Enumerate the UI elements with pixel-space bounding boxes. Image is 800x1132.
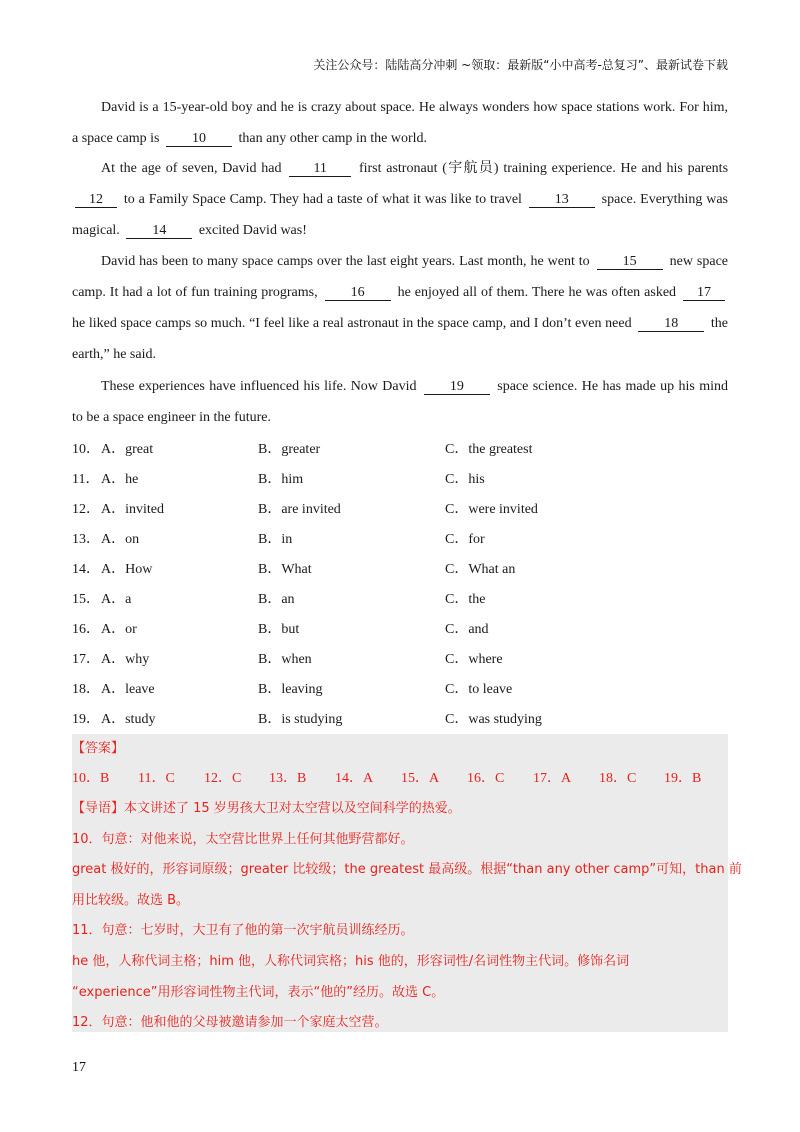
answer-key: 15．A [401,771,440,786]
option-b: B．but [258,622,300,637]
question-number: 14． [72,562,100,577]
passage-text: to a Family Space Camp. They had a taste of what it was like to travel [123,192,522,207]
answer-q10-explain: 用比较级。故选 B。 [72,893,190,908]
passage-text: excited David was! [198,223,307,238]
option-row [72,465,728,495]
blank-17: 17 [683,285,725,301]
answer-q11-explain: he 他，人称代词主格；him 他，人称代词宾格；his 他的，形容词性/名词性物主代词。修饰名词 [72,954,630,969]
passage-text: he enjoyed all of them. There he was often asked [397,285,677,300]
option-b: B．when [258,652,312,667]
option-a: A．How [101,562,153,577]
option-c: C．to leave [445,682,513,697]
option-b: B．greater [258,442,321,457]
passage-text: the earth,” he said. [72,316,729,362]
answer-key: 19．B [664,771,702,786]
passage-text: than any other camp in the world. [238,131,428,146]
answer-q10-meaning: 10．句意：对他来说，太空营比世界上任何其他野营都好。 [72,832,414,847]
answer-q11-explain: “experience”用形容词性物主代词，表示“他的”经历。故选 C。 [72,985,445,1000]
answer-key: 12．C [204,771,242,786]
blank-15: 15 [597,254,663,270]
option-b: B．are invited [258,502,341,517]
options-list [72,435,728,735]
option-a: A．a [101,592,132,607]
answer-intro: 【导语】本文讲述了 15 岁男孩大卫对太空营以及空间科学的热爱。 [72,801,461,816]
passage-text: David has been to many space camps over the last eight years. Last month, he went to [101,254,590,269]
passage-text: space. Everything was magical. [72,192,728,238]
option-c: C．where [445,652,503,667]
answer-q11-meaning: 11．句意：七岁时，大卫有了他的第一次宇航员训练经历。 [72,923,414,938]
question-number: 13． [72,532,100,547]
question-number: 16． [72,622,100,637]
answer-key-row [72,764,728,794]
option-a: A．or [101,622,137,637]
option-b: B．an [258,592,295,607]
blank-18: 18 [638,316,704,332]
option-b: B．is studying [258,712,343,727]
passage-text: These experiences have influenced his life. Now David [101,379,417,394]
question-number: 17． [72,652,100,667]
option-row [72,675,728,705]
passage-paragraph-1 [72,92,728,154]
option-c: C．and [445,622,489,637]
option-a: A．invited [101,502,164,517]
option-c: C．the [445,592,486,607]
answer-q10-explain: great 极好的，形容词原级；greater 比较级；the greatest 最高级。根据“than any other camp”可知，than 前 [72,862,742,877]
question-number: 19． [72,712,100,727]
option-a: A．study [101,712,156,727]
option-b: B．What [258,562,312,577]
passage-paragraph-3 [72,246,728,370]
blank-10: 10 [166,131,232,147]
answer-q12-meaning: 12．句意：他和他的父母被邀请参加一个家庭太空营。 [72,1015,388,1030]
question-number: 11． [72,472,100,487]
option-row [72,615,728,645]
option-row [72,525,728,555]
answer-key: 10．B [72,771,110,786]
option-c: C．was studying [445,712,542,727]
option-c: C．for [445,532,485,547]
option-c: C．the greatest [445,442,533,457]
page-header: 关注公众号：陆陆高分冲刺 ~领取：最新版“小中高考-总复习”、最新试卷下载 [313,58,728,72]
option-b: B．him [258,472,304,487]
option-row [72,585,728,615]
question-number: 10． [72,442,100,457]
blank-12: 12 [75,192,117,208]
blank-19: 19 [424,379,490,395]
passage-text: first astronaut (宇航员) training experience. He and his parents [358,161,729,176]
passage-paragraph-2 [72,153,728,246]
question-number: 12． [72,502,100,517]
answer-key: 11．C [138,771,175,786]
option-c: C．What an [445,562,516,577]
passage-text: space science. He has made up his mind to be a space engineer in the future. [72,379,729,425]
passage-paragraph-4 [72,371,728,433]
option-a: A．on [101,532,140,547]
question-number: 18． [72,682,100,697]
answer-key: 13．B [269,771,307,786]
option-row [72,705,728,735]
option-row [72,495,728,525]
passage-text: David is a 15-year-old boy and he is crazy about space. He always wonders how space stations work. For him, a space camp is [72,100,728,146]
option-row [72,645,728,675]
blank-14: 14 [126,223,192,239]
option-b: B．leaving [258,682,323,697]
option-a: A．why [101,652,150,667]
answer-key: 18．C [599,771,637,786]
option-c: C．his [445,472,485,487]
passage-text: new space camp. It had a lot of fun training programs, [72,254,729,300]
answer-heading: 【答案】 [72,741,125,756]
blank-13: 13 [529,192,595,208]
option-b: B．in [258,532,293,547]
page-number: 17 [72,1060,86,1075]
blank-11: 11 [289,161,351,177]
answer-key: 17．A [533,771,572,786]
blank-16: 16 [325,285,391,301]
passage-text: he liked space camps so much. “I feel like a real astronaut in the space camp, and I don’t even need [72,316,632,331]
passage-text: At the age of seven, David had [101,161,282,176]
answer-key: 14．A [335,771,374,786]
answer-key: 16．C [467,771,505,786]
option-c: C．were invited [445,502,538,517]
option-row [72,555,728,585]
option-a: A．leave [101,682,155,697]
option-row [72,435,728,465]
question-number: 15． [72,592,100,607]
option-a: A．he [101,472,139,487]
option-a: A．great [101,442,154,457]
